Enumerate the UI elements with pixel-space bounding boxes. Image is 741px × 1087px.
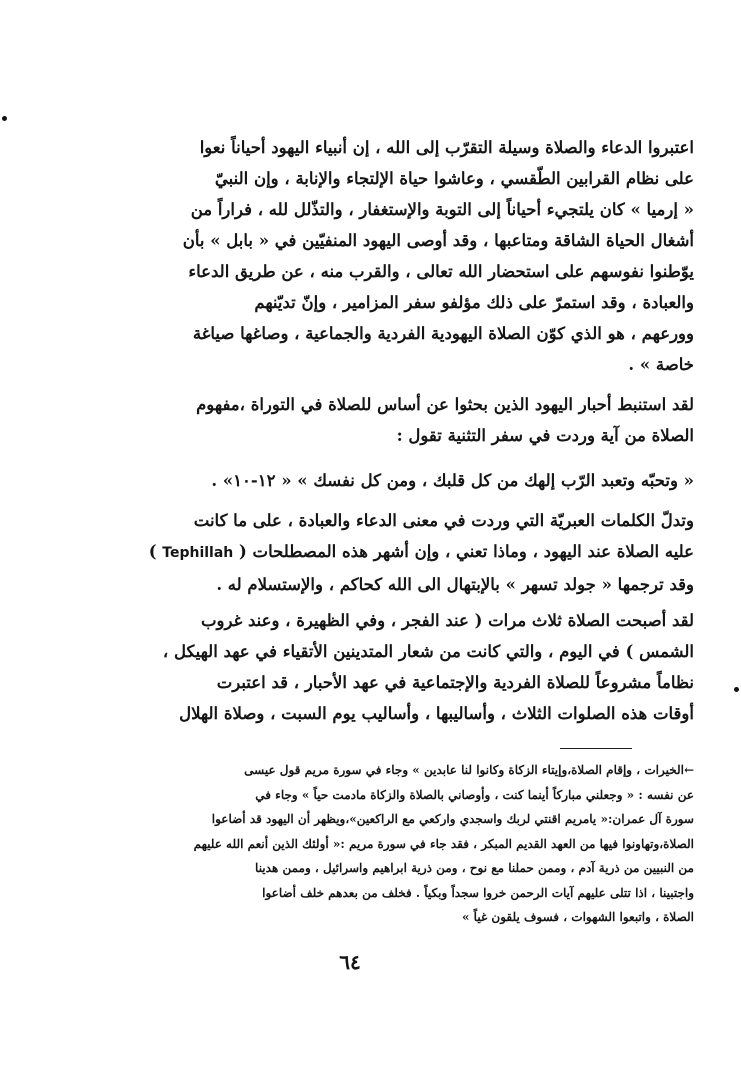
page-number: ٦٤ bbox=[339, 950, 361, 974]
tephillah-term: Tephillah bbox=[162, 545, 234, 561]
quote-verse: « وتحبّه وتعبد الرّب إلهك من كل قلبك ، ومن كل نفسك » « ١٢-١٠» . bbox=[211, 471, 694, 490]
paragraph-4 bbox=[88, 505, 694, 600]
footnote-divider bbox=[560, 748, 632, 749]
paragraph-2: لقد استنبط أحبار اليهود الذين بحثوا عن أساس للصلاة في التوراة ،مفهوم الصلاة من آية وردت في سفر التثنية تقول : bbox=[196, 395, 694, 445]
scan-mark-right bbox=[734, 687, 739, 692]
paragraph-5: لقد أصبحت الصلاة ثلاث مرات ( عند الفجر ، وفي الظهيرة ، وعند غروب الشمس ) في اليوم ، والتي كانت من شعار المتدينين الأتقياء في عهد الهيكل ، نظاماً مشروعاً للصلاة الفردية والإجتماعية في عهد الأحبار ، قد اعتبرت أوقات هذه الصلوات الثلاث ، وأساليبها ، وأساليب يوم السبت ، وصلاة الهلال bbox=[162, 611, 694, 723]
footnote: ←الخيرات ، وإقام الصلاة،وإيتاء الزكاة وكانوا لنا عابدين » وجاء في سورة مريم قول عيسى عن نفسه : « وجعلني مباركاً أينما كنت ، وأوصاني بالصلاة والزكاة مادمت حياً » وجاء في سورة آل عمران:« يامريم اقنتي لربك واسجدي واركعي مع الراكعين»،ويظهر أن اليهود قد أضاعوا الصلاة،وتهاونوا فيها من العهد القديم المبكر ، فقد جاء في سورة مريم :« أولئك الذين أنعم الله عليهم من النبيين من ذرية آدم ، وممن حملنا مع نوح ، ومن ذرية ابراهيم واسرائيل ، وممن هدينا واجتبينا ، اذا تتلى عليهم آيات الرحمن خروا سجداً وبكياً . فخلف من بعدهم خلف أضاعوا الصلاة ، واتبعوا الشهوات ، فسوف يلقون غياً » bbox=[193, 763, 694, 924]
paragraph-4-after: ) وقد ترجمها « جولد تسهر » بالإبتهال الى الله كحاكم ، والإستسلام له . bbox=[148, 542, 694, 594]
scan-mark-left bbox=[2, 116, 7, 121]
paragraph-4-before: وتدلّ الكلمات العبريّة التي وردت في معنى الدعاء والعبادة ، على ما كانت عليه الصلاة عند اليهود ، وماذا تعني ، وإن أشهر هذه المصطلحات ( bbox=[193, 511, 694, 561]
paragraph-1: اعتبروا الدعاء والصلاة وسيلة التقرّب إلى الله ، إن أنبياء اليهود أحياناً نعوا على نظام القرابين الطّقسي ، وعاشوا حياة الإلتجاء والإنابة ، وإن النبيّ « إرميا » كان يلتجيء أحياناً إلى التوبة والإستغفار ، والتذّلل لله ، فراراً من أشغال الحياة الشاقة ومتاعبها ، وقد أوصى اليهود المنفيّين في « بابل » بأن يوّطنوا نفوسهم على استحضار الله تعالى ، والقرب منه ، عن طريق الدعاء والعبادة ، وقد استمرّ على ذلك مؤلفو سفر المزامير ، وإنّ تديّنهم وورعهم ، هو الذي كوّن الصلاة اليهودية الفردية والجماعية ، وصاغها صياغة خاصة » . bbox=[182, 138, 694, 374]
